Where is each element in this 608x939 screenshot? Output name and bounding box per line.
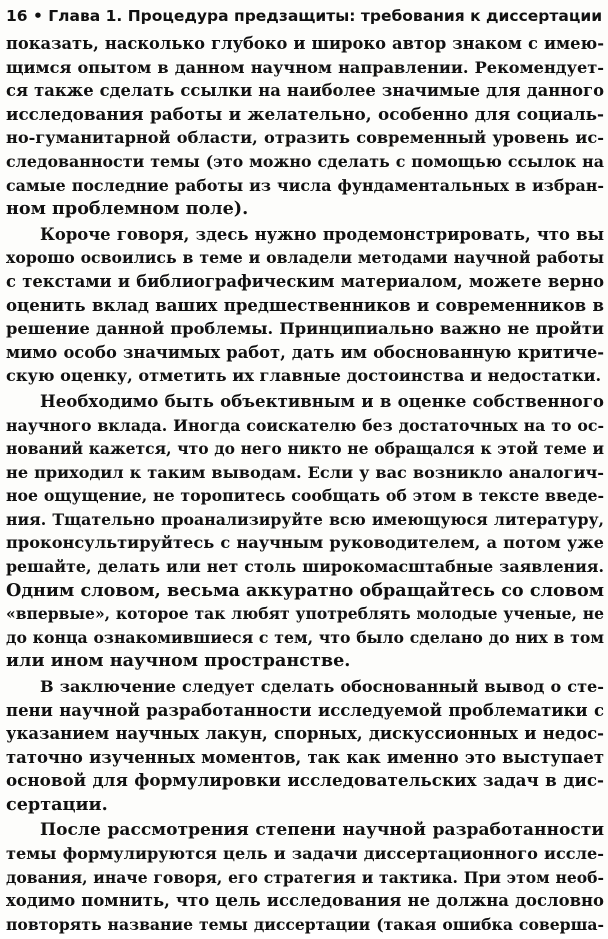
text-line: научного вклада. Иногда соискателю без достаточных на то ос- — [6, 415, 604, 435]
text-line: основой для формулировки исследовательских задач в дис- — [6, 770, 604, 791]
text-line: нований кажется, что до него никто не обращался к этой теме и — [6, 439, 604, 459]
text-line: повторять название темы диссертации (такая ошибка соверша- — [6, 914, 604, 934]
text-line: щимся опытом в данном научном направлении. Рекомендует- — [6, 57, 604, 77]
text-line: не приходил к таким выводам. Если у вас возникло аналогич- — [6, 462, 604, 482]
text-line: с текстами и библиографическим материалом, можете верно — [6, 271, 604, 291]
text-line: мимо особо значимых работ, дать им обоснованную критиче- — [6, 342, 604, 362]
text-line: показать, насколько глубоко и широко автор знаком с имею- — [6, 34, 604, 53]
text-line: или ином научном пространстве. — [6, 650, 351, 672]
text-line: дования, иначе говоря, его стратегия и тактика. При этом необ- — [6, 867, 604, 887]
paragraph-4 — [6, 675, 604, 817]
text-line: проконсультируйтесь с научным руководителем, а потом уже — [6, 533, 604, 553]
text-line: самые последние работы из числа фундаментальных в избран- — [6, 175, 604, 195]
text-line: Необходимо быть объективным и в оценке собственного — [40, 390, 604, 411]
text-line: оценить вклад ваших предшественников и современников в — [6, 294, 604, 315]
paragraph-3 — [6, 390, 604, 673]
paragraph-1 — [6, 32, 604, 221]
text-line: темы формулируются цель и задачи диссертационного иссле- — [6, 844, 604, 864]
text-line: «впервые», которое так любят употреблять молодые ученые, не — [6, 604, 604, 624]
text-line: пени научной разработанности исследуемой проблематики с — [6, 700, 604, 720]
text-line: решение данной проблемы. Принципиально важно не пройти — [6, 319, 604, 339]
text-line: ся также сделать ссылки на наиболее значимые для данного — [6, 81, 604, 101]
text-line: ния. Тщательно проанализируйте всю имеющуюся литературу, — [6, 509, 604, 529]
text-line: ное ощущение, не торопитесь сообщать об этом в тексте введе- — [6, 486, 604, 506]
paragraph-2 — [6, 223, 604, 388]
text-line: ходимо помнить, что цель исследования не должна дословно — [6, 891, 604, 911]
text-line: ном проблемном поле). — [6, 198, 249, 220]
paragraph-5 — [6, 819, 604, 937]
text-line: таточно изученных моментов, так как именно это выступает — [6, 747, 604, 767]
text-line: скую оценку, отметить их главные достоинства и недостатки. — [6, 366, 602, 386]
text-line: до конца ознакомившиеся с тем, что было сделано до них в том — [6, 627, 604, 647]
text-line: После рассмотрения степени научной разработанности — [40, 819, 604, 840]
text-line: указанием научных лакун, спорных, дискуссионных и недос- — [6, 724, 604, 744]
text-line: Короче говоря, здесь нужно продемонстрировать, что вы — [40, 224, 604, 244]
text-line: исследования работы и желательно, особенно для социаль- — [6, 103, 604, 124]
text-line: сертации. — [6, 794, 108, 815]
text-line: Одним словом, весьма аккуратно обращайтесь со словом — [6, 579, 604, 601]
text-line: хорошо освоились в теме и овладели методами научной работы — [6, 248, 604, 268]
running-head: 16 • Глава 1. Процедура предзащиты: требования к диссертации — [6, 7, 603, 25]
text-line: В заключение следует сделать обоснованный вывод о сте- — [40, 677, 604, 697]
text-line: решайте, делать или нет столь широкомасштабные заявления. — [6, 557, 604, 577]
body-text — [6, 32, 604, 939]
text-line: но-гуманитарной области, отразить современный уровень ис- — [6, 128, 604, 148]
text-line: следованности темы (это можно сделать с помощью ссылок на — [6, 151, 604, 171]
